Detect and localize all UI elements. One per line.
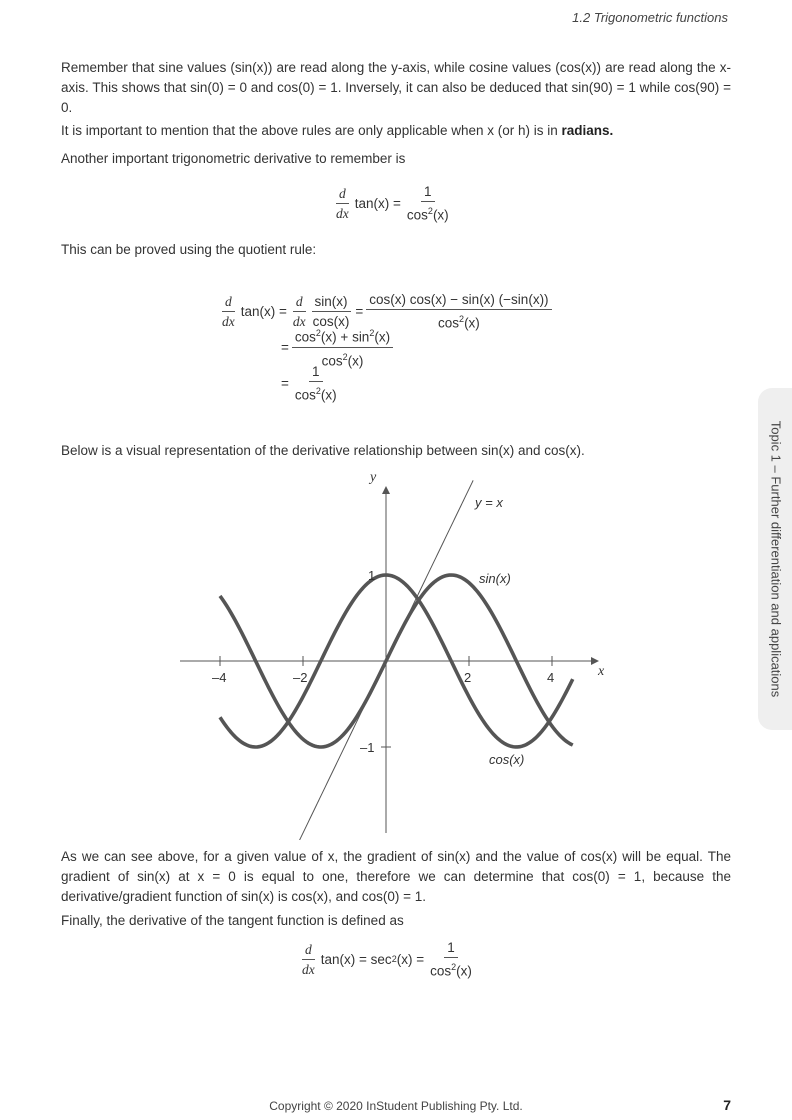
paragraph-finally: Finally, the derivative of the tangent function is defined as <box>61 913 404 928</box>
running-header: 1.2 Trigonometric functions <box>572 10 728 25</box>
footer-copyright: Copyright © 2020 InStudent Publishing Pty. Ltd. <box>269 1099 523 1113</box>
paragraph-another-derivative: Another important trigonometric derivative to remember is <box>61 151 406 166</box>
x-axis-label: x <box>598 664 605 679</box>
paragraph-radians <box>61 121 731 141</box>
topic-side-tab <box>758 388 792 730</box>
cos-curve-label: cos(x) <box>489 752 525 767</box>
equation-tan-derivative: $\frac{d}{dx}$ tan(x) = $\frac{1}{\cos^2(x)}$ <box>330 186 455 220</box>
paragraph-radians-text: It is important to mention that the above rules are only applicable when x (or h) is in <box>61 123 558 138</box>
paragraph-sin-cos-axes: Remember that sine values (sin(x)) are read along the y-axis, while cosine values (cos(x)) are read along the x-axis. This shows that sin(0) = 0 and cos(0) = 1. Inversely, it can also be deduced that sin(90) = 1 while cos(90) = 0. <box>61 60 731 115</box>
paragraph-gradient-explanation: As we can see above, for a given value of x, the gradient of sin(x) and the value of cos(x) will be equal. The gradient of sin(x) at x = 0 is equal to one, therefore we can determine that cos(0) = 1, because the derivative/gradient function of sin(x) is cos(x), and cos(0) = 1. <box>61 849 731 904</box>
topic-side-tab-label: Topic 1 – Further differentiation and applications <box>768 420 784 698</box>
tick-label-minus-1: –1 <box>360 740 375 755</box>
tick-label-2: 2 <box>464 670 472 685</box>
line-y-equals-x-label: y = x <box>475 495 503 510</box>
tick-label-1: 1 <box>368 568 376 583</box>
tick-label-4: 4 <box>547 670 555 685</box>
y-axis-label: y <box>370 470 377 485</box>
equation-quotient-proof <box>216 291 555 403</box>
paragraph-quotient-rule: This can be proved using the quotient rule: <box>61 242 317 257</box>
equation-sec-squared: $\frac{d}{dx}$ tan(x) = sec 2 (x) = $\frac{1}{\cos^2(x)}$ <box>302 939 472 979</box>
radians-bold: radians. <box>561 123 614 138</box>
fraction-d-dx: $\frac{d}{dx}$ <box>336 185 349 221</box>
page-number: 7 <box>723 1097 731 1113</box>
proof-line-1: $\frac{d}{dx}$ tan(x) = $\frac{d}{dx}$ $\frac{\sin(x)}{\cos(x)}$ = $\frac{\cos(x) \cos(x) - \sin(x) (-\sin(x))}{\cos^2(x)}$ <box>216 294 555 328</box>
sin-cos-graph <box>170 465 620 840</box>
fraction-one-over-cos2: $\frac{1}{\cos^2(x)}$ <box>406 183 449 223</box>
sin-curve-label: sin(x) <box>479 571 511 586</box>
proof-line-2: = $\frac{\cos^2(x) + \sin^2(x)}{\cos^2(x)}$ <box>281 330 555 364</box>
paragraph-visual-representation: Below is a visual representation of the derivative relationship between sin(x) and cos(x). <box>61 443 585 458</box>
tick-label-minus-2: –2 <box>293 670 308 685</box>
proof-line-3: = $\frac{1}{\cos^2(x)}$ <box>281 363 337 403</box>
tick-label-minus-4: –4 <box>212 670 227 685</box>
